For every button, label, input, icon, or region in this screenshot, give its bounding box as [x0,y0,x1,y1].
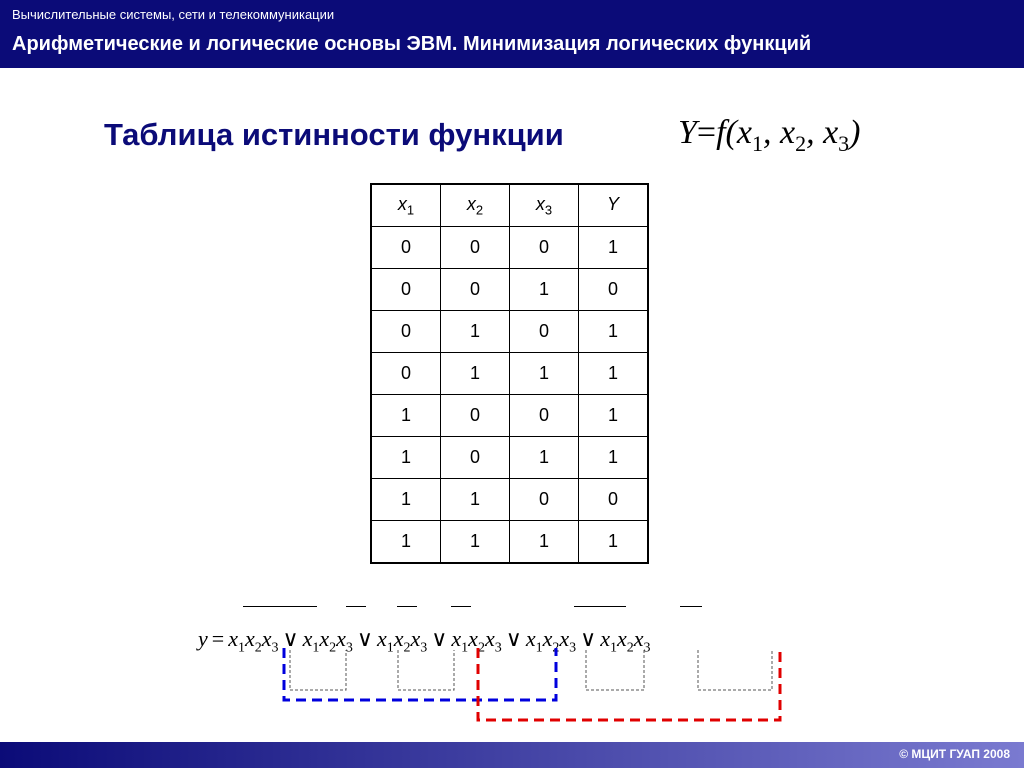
minterm: $x_1x_2x_3$ [228,626,279,656]
gray-bracket [698,650,772,690]
sdnf-formula: $y = x_1x_2x_3$ ∨ $x_1x_2x_3$ ∨ $x_1x_2x_3$ ∨ $x_1x_2x_3$ ∨ $x_1x_2x_3$ ∨ $x_1x_2x_3$ [198,626,651,656]
column-header: Y [579,184,649,227]
table-cell: 1 [579,311,649,353]
table-cell: 1 [371,437,441,479]
table-cell: 1 [510,437,579,479]
gray-bracket [586,650,644,690]
table-cell: 0 [510,311,579,353]
table-cell: 0 [371,311,441,353]
table-cell: 0 [579,479,649,521]
table-cell: 1 [371,479,441,521]
table-cell: 1 [371,521,441,564]
or-operator: ∨ [282,626,299,651]
table-cell: 0 [371,353,441,395]
copyright: © МЦИТ ГУАП 2008 [899,747,1010,761]
or-operator: ∨ [431,626,448,651]
minterm: $x_1x_2x_3$ [377,626,428,656]
or-operator: ∨ [580,626,597,651]
or-operator: ∨ [505,626,522,651]
section-heading: Таблица истинности функции [104,117,564,152]
or-operator: ∨ [356,626,373,651]
gray-bracket [398,650,454,690]
table-cell: 1 [441,479,510,521]
minterm: $x_1x_2x_3$ [525,626,577,656]
table-cell: 0 [371,227,441,269]
minterm: $x_1x_2x_3$ [600,626,651,656]
gray-bracket [290,650,346,690]
table-cell: 0 [441,395,510,437]
table-cell: 1 [441,353,510,395]
column-header: $x_2$ [441,184,510,227]
minterm: $x_1x_2x_3$ [451,626,502,656]
table-cell: 1 [441,521,510,564]
blue-bracket [284,648,556,700]
table-cell: 1 [579,437,649,479]
table-cell: 0 [579,269,649,311]
red-bracket [478,648,780,720]
table-cell: 1 [441,311,510,353]
table-cell: 1 [371,395,441,437]
table-cell: 1 [510,521,579,564]
slide-footer [0,742,1024,768]
column-header: $x_1$ [371,184,441,227]
minterm: $x_1x_2x_3$ [302,626,353,656]
function-definition: $Y=f(x_1$, $x_2$, $x_3$) [678,114,861,156]
table-cell: 0 [510,479,579,521]
column-header: $x_3$ [510,184,579,227]
table-cell: 0 [441,227,510,269]
table-cell: 1 [579,395,649,437]
table-cell: 0 [371,269,441,311]
table-cell: 0 [510,227,579,269]
table-cell: 0 [441,269,510,311]
table-cell: 1 [510,269,579,311]
table-cell: 0 [441,437,510,479]
course-subtitle: Вычислительные системы, сети и телекоммуникации [12,7,335,22]
table-cell: 1 [579,353,649,395]
table-cell: 1 [510,353,579,395]
table-cell: 1 [579,521,649,564]
table-cell: 1 [579,227,649,269]
table-cell: 0 [510,395,579,437]
slide-title: Арифметические и логические основы ЭВМ. Минимизация логических функций [12,33,812,55]
